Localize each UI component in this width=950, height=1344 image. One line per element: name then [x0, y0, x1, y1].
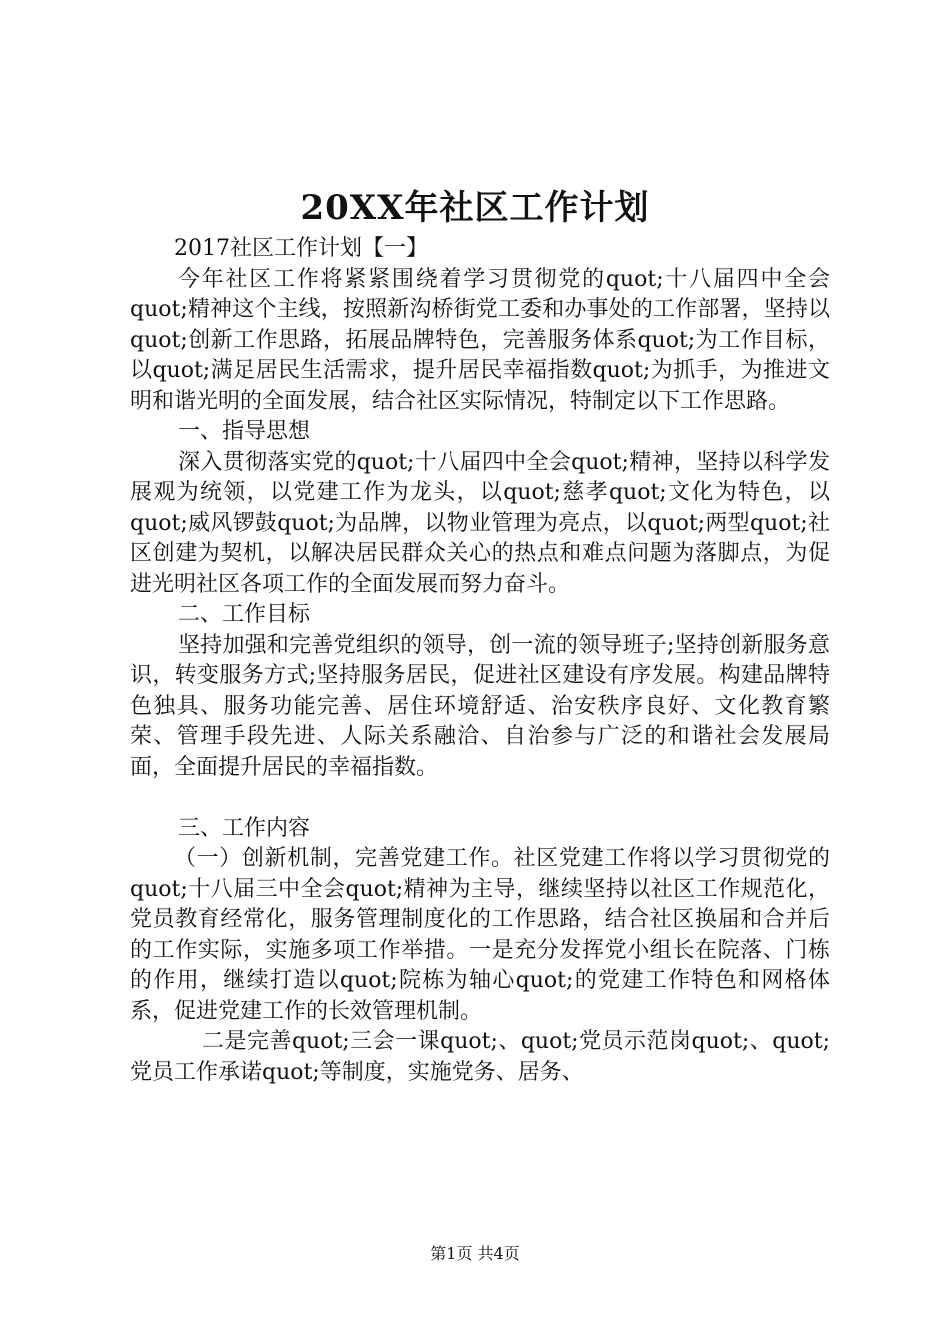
paragraph-spacer — [130, 783, 830, 814]
heading-guiding-ideology: 一、指导思想 — [178, 419, 311, 444]
guiding-ideology-paragraph: 深入贯彻落实党的quot;十八届四中全会quot;精神，坚持以科学发展观为统领，以党建工作为龙头，以quot;慈孝quot;文化为特色，以quot;威风锣鼓quot;为品牌，以物业管理为亮点，以quot;两型quot;社区创建为契机，以解决居民群众关心的热点和难点问题为落脚点，为促进光明社区各项工作的全面发展而努力奋斗。 — [130, 449, 830, 597]
intro-paragraph: 今年社区工作将紧紧围绕着学习贯彻党的quot;十八届四中全会quot;精神这个主线，按照新沟桥街党工委和办事处的工作部署，坚持以quot;创新工作思路，拓展品牌特色，完善服务体系quot;为工作目标，以quot;满足居民生活需求，提升居民幸福指数quot;为抓手，为推进文明和谐光明的全面发展，结合社区实际情况，特制定以下工作思路。 — [130, 266, 830, 414]
section-subtitle: 2017社区工作计划【一】 — [174, 236, 428, 261]
document-body — [130, 234, 830, 1088]
work-content-paragraph-2: 二是完善quot;三会一课quot;、quot;党员示范岗quot;、quot;党员工作承诺quot;等制度，实施党务、居务、 — [130, 1029, 830, 1085]
heading-work-goals: 二、工作目标 — [178, 602, 311, 627]
heading-work-content: 三、工作内容 — [178, 815, 311, 841]
work-goals-paragraph: 坚持加强和完善党组织的领导，创一流的领导班子;坚持创新服务意识，转变服务方式;坚持服务居民，促进社区建设有序发展。构建品牌特色独具、服务功能完善、居住环境舒适、治安秩序良好、文化教育繁荣、管理手段先进、人际关系融洽、自治参与广泛的和谐社会发展局面，全面提升居民的幸福指数。 — [130, 632, 830, 780]
document-title: 20XX年社区工作计划 — [300, 188, 650, 228]
page-footer: 第1页 共4页 — [430, 1244, 520, 1263]
work-content-paragraph: （一）创新机制，完善党建工作。社区党建工作将以学习贯彻党的quot;十八届三中全会quot;精神为主导，继续坚持以社区工作规范化，党员教育经常化，服务管理制度化的工作思路，结合社区换届和合并后的工作实际，实施多项工作举措。一是充分发挥党小组长在院落、门栋的作用，继续打造以quot;院栋为轴心quot;的党建工作特色和网格体系，促进党建工作的长效管理机制。 — [130, 846, 830, 1024]
